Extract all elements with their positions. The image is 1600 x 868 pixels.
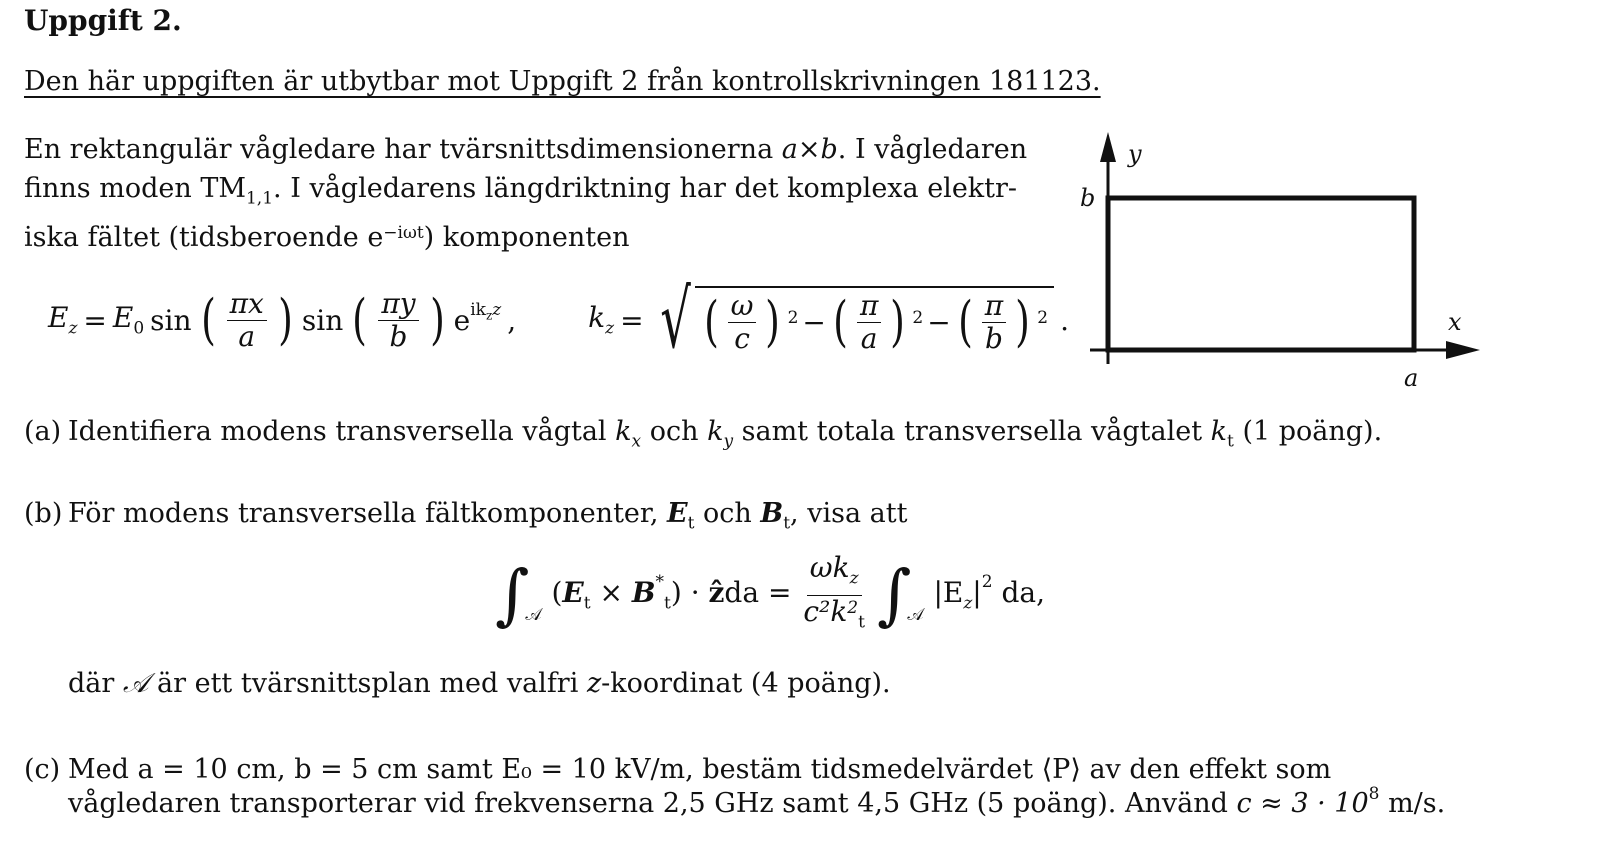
integral-identity: ∫ 𝒜 $(E_t \times B^*_t)$ · ẑda = $\frac{\omega k_z}{c^2k^2_t}$ ∫ 𝒜 $|E_z|^2$ da, bbox=[495, 551, 1045, 634]
waveguide-cross-section bbox=[1108, 198, 1414, 350]
task-title: Uppgift 2. bbox=[24, 4, 182, 37]
x-axis-arrow-icon bbox=[1446, 341, 1480, 359]
question-c: (c) Med a = 10 cm, b = 5 cm samt E₀ = 10 kV/m, bestäm tidsmedelvärdet ⟨P⟩ av den effekt som bbox=[24, 754, 1332, 785]
x-axis-label: x bbox=[1448, 308, 1462, 336]
a-label: a bbox=[1404, 364, 1419, 392]
waveguide-diagram bbox=[1080, 128, 1490, 398]
intro-paragraph: En rektangulär vågledare har tvärsnittsdimensionerna a×b. I vågledaren finns moden $TM_{1,1}$. I vågledarens längdriktning har det komplexa elektr- iska fältet (tidsberoende $e^{-i\omega t}$) komponenten bbox=[24, 134, 1028, 254]
question-c-continuation: vågledaren transporterar vid frekvenserna 2,5 GHz samt 4,5 GHz (5 poäng). Använd $c \approx 3 \cdot 10^8$ m/s. bbox=[68, 784, 1446, 819]
b-label: b bbox=[1080, 184, 1096, 212]
question-a: (a) Identifiera modens transversella vågtal $k_x$ och $k_y$ samt totala transversella vågtalet $k_t$ (1 poäng). bbox=[24, 416, 1383, 452]
task-subtitle: Den här uppgiften är utbytbar mot Uppgift 2 från kontrollskrivningen 181123. bbox=[24, 66, 1101, 97]
y-axis-label: y bbox=[1128, 140, 1142, 168]
question-b: (b) För modens transversella fältkomponenter, $E_t$ och $B_t$, visa att bbox=[24, 498, 908, 534]
question-b-continuation: där 𝒜 är ett tvärsnittsplan med valfri z-koordinat (4 poäng). bbox=[68, 668, 891, 699]
y-axis-arrow-icon bbox=[1100, 132, 1116, 162]
field-equation: $E_z$ = $E_0$ sin ( $\frac{\pi x}{a}$ ) sin ( $\frac{\pi y}{b}$ ) $e^{ik_zz}$ , $k_z$ = √ ( $\frac{\omega}{c}$ ) $^2$ − ( $\frac{\pi}{a}$ ) $^2$ − ( $\frac{\pi}{b}$ ) $^2$ . bbox=[48, 273, 1070, 366]
